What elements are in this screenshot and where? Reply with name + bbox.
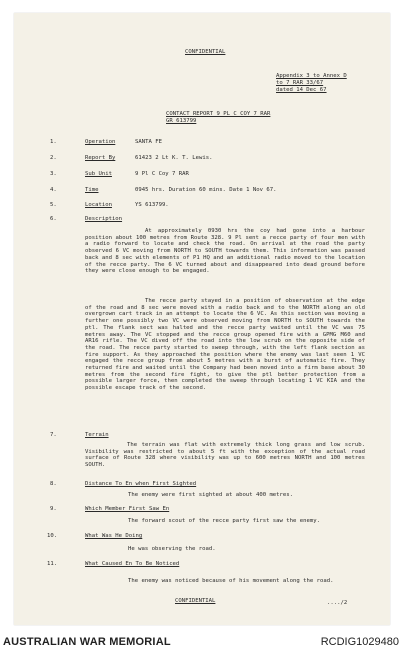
appendix-line-3: dated 14 Dec 67: [276, 87, 327, 93]
appendix-line-2: to 7 RAR 33/67: [276, 80, 324, 86]
field-label-time: Time: [85, 187, 99, 193]
doing-text: He was observing the road.: [128, 546, 216, 552]
terrain-text: The terrain was flat with extremely thick long grass and low scrub. Visibility was restricted to about 5 ft with the exception of the actual road surface of Route 328 where visibility was up to 600 metres NORTH and 100 metres SOUTH.: [85, 442, 365, 469]
field-label-report-by: Report By: [85, 155, 116, 161]
field-num: 3.: [50, 171, 57, 177]
field-label-location: Location: [85, 202, 112, 208]
field-value-sub-unit: 9 Pl C Coy 7 RAR: [135, 171, 189, 177]
archive-footer: [0, 631, 403, 654]
classification-bottom: CONFIDENTIAL: [175, 598, 216, 604]
description-paragraph-2: The recce party stayed in a position of observation at the edge of the road and 8 sec were moved with a radio back and to the NORTH along an old overgrown cart track in an attempt to locate the 6 VC. As this section was moving a further one possibly two VC were observed moving from NORTH to SOUTH towards the ptl. The flank sect was halted and the recce party waited until the VC was 75 metres away. The VC stopped and the recce group opened fire with a GPMG M60 and AR16 rifle. The VC dived off the road into the low scrub on the opposite side of the road. The recce party started to sweep through, with the left flank section as fire support. As they approached the position where the enemy was last seen 1 VC engaged the recce group from about 5 metres with a burst of automatic fire. They returned fire and waited until the Company had been moved into a firm base about 30 metres from the second fire fight, to give the ptl better protection from a possible larger force, then completed the sweep through locating 1 VC KIA and the possible escape track of the second.: [85, 298, 365, 392]
archive-id: RCDIG1029480: [320, 636, 399, 648]
classification-top: CONFIDENTIAL: [185, 49, 226, 55]
field-num: 1.: [50, 139, 57, 145]
archive-name: AUSTRALIAN WAR MEMORIAL: [3, 636, 171, 648]
section-label-doing: What Was He Doing: [85, 533, 143, 539]
section-num: 8.: [50, 481, 57, 487]
field-value-report-by: 61423 2 Lt K. T. Lewis.: [135, 155, 213, 161]
section-label-terrain: Terrain: [85, 432, 109, 438]
noticed-text: The enemy was noticed because of his movement along the road.: [128, 578, 334, 584]
page-marker: ..../2: [327, 600, 348, 606]
report-title: CONTACT REPORT 9 PL C COY 7 RAR: [166, 111, 271, 117]
section-num: 10.: [47, 533, 58, 539]
distance-text: The enemy were first sighted at about 400 metres.: [128, 492, 294, 498]
grid-reference: GR 613799: [166, 118, 197, 124]
field-num: 2.: [50, 155, 57, 161]
field-value-time: 0945 hrs. Duration 60 mins. Date 1 Nov 67.: [135, 187, 277, 193]
field-num: 4.: [50, 187, 57, 193]
section-label-noticed: What Caused En To Be Noticed: [85, 561, 180, 567]
section-label-first-saw: Which Member First Saw En: [85, 506, 170, 512]
field-value-location: YS 613799.: [135, 202, 169, 208]
section-num: 6.: [50, 216, 57, 222]
section-num: 11.: [47, 561, 58, 567]
field-value-operation: SANTA FE: [135, 139, 162, 145]
first-saw-text: The forward scout of the recce party first saw the enemy.: [128, 518, 320, 524]
field-label-operation: Operation: [85, 139, 116, 145]
appendix-line-1: Appendix 3 to Annex D: [276, 73, 347, 79]
field-num: 5.: [50, 202, 57, 208]
field-label-sub-unit: Sub Unit: [85, 171, 112, 177]
description-paragraph-1: At approximately 0930 hrs the coy had gone into a harbour position about 100 metres from Route 328. 9 Pl sent a recce party of four men with a radio forward to locate and check the road. On arrival at the road the party observed 6 VC moving from NORTH to SOUTH towards them. This information was passed back and 8 sec with elements of P1 HQ and an additional radio moved to the location of the recce party. The 6 VC turned about and disappeared into dead ground before they were close enough to be engaged.: [85, 228, 365, 275]
section-label-description: Description: [85, 216, 123, 222]
section-label-distance: Distance To En when First Sighted: [85, 481, 197, 487]
section-num: 9.: [50, 506, 57, 512]
section-num: 7.: [50, 432, 57, 438]
